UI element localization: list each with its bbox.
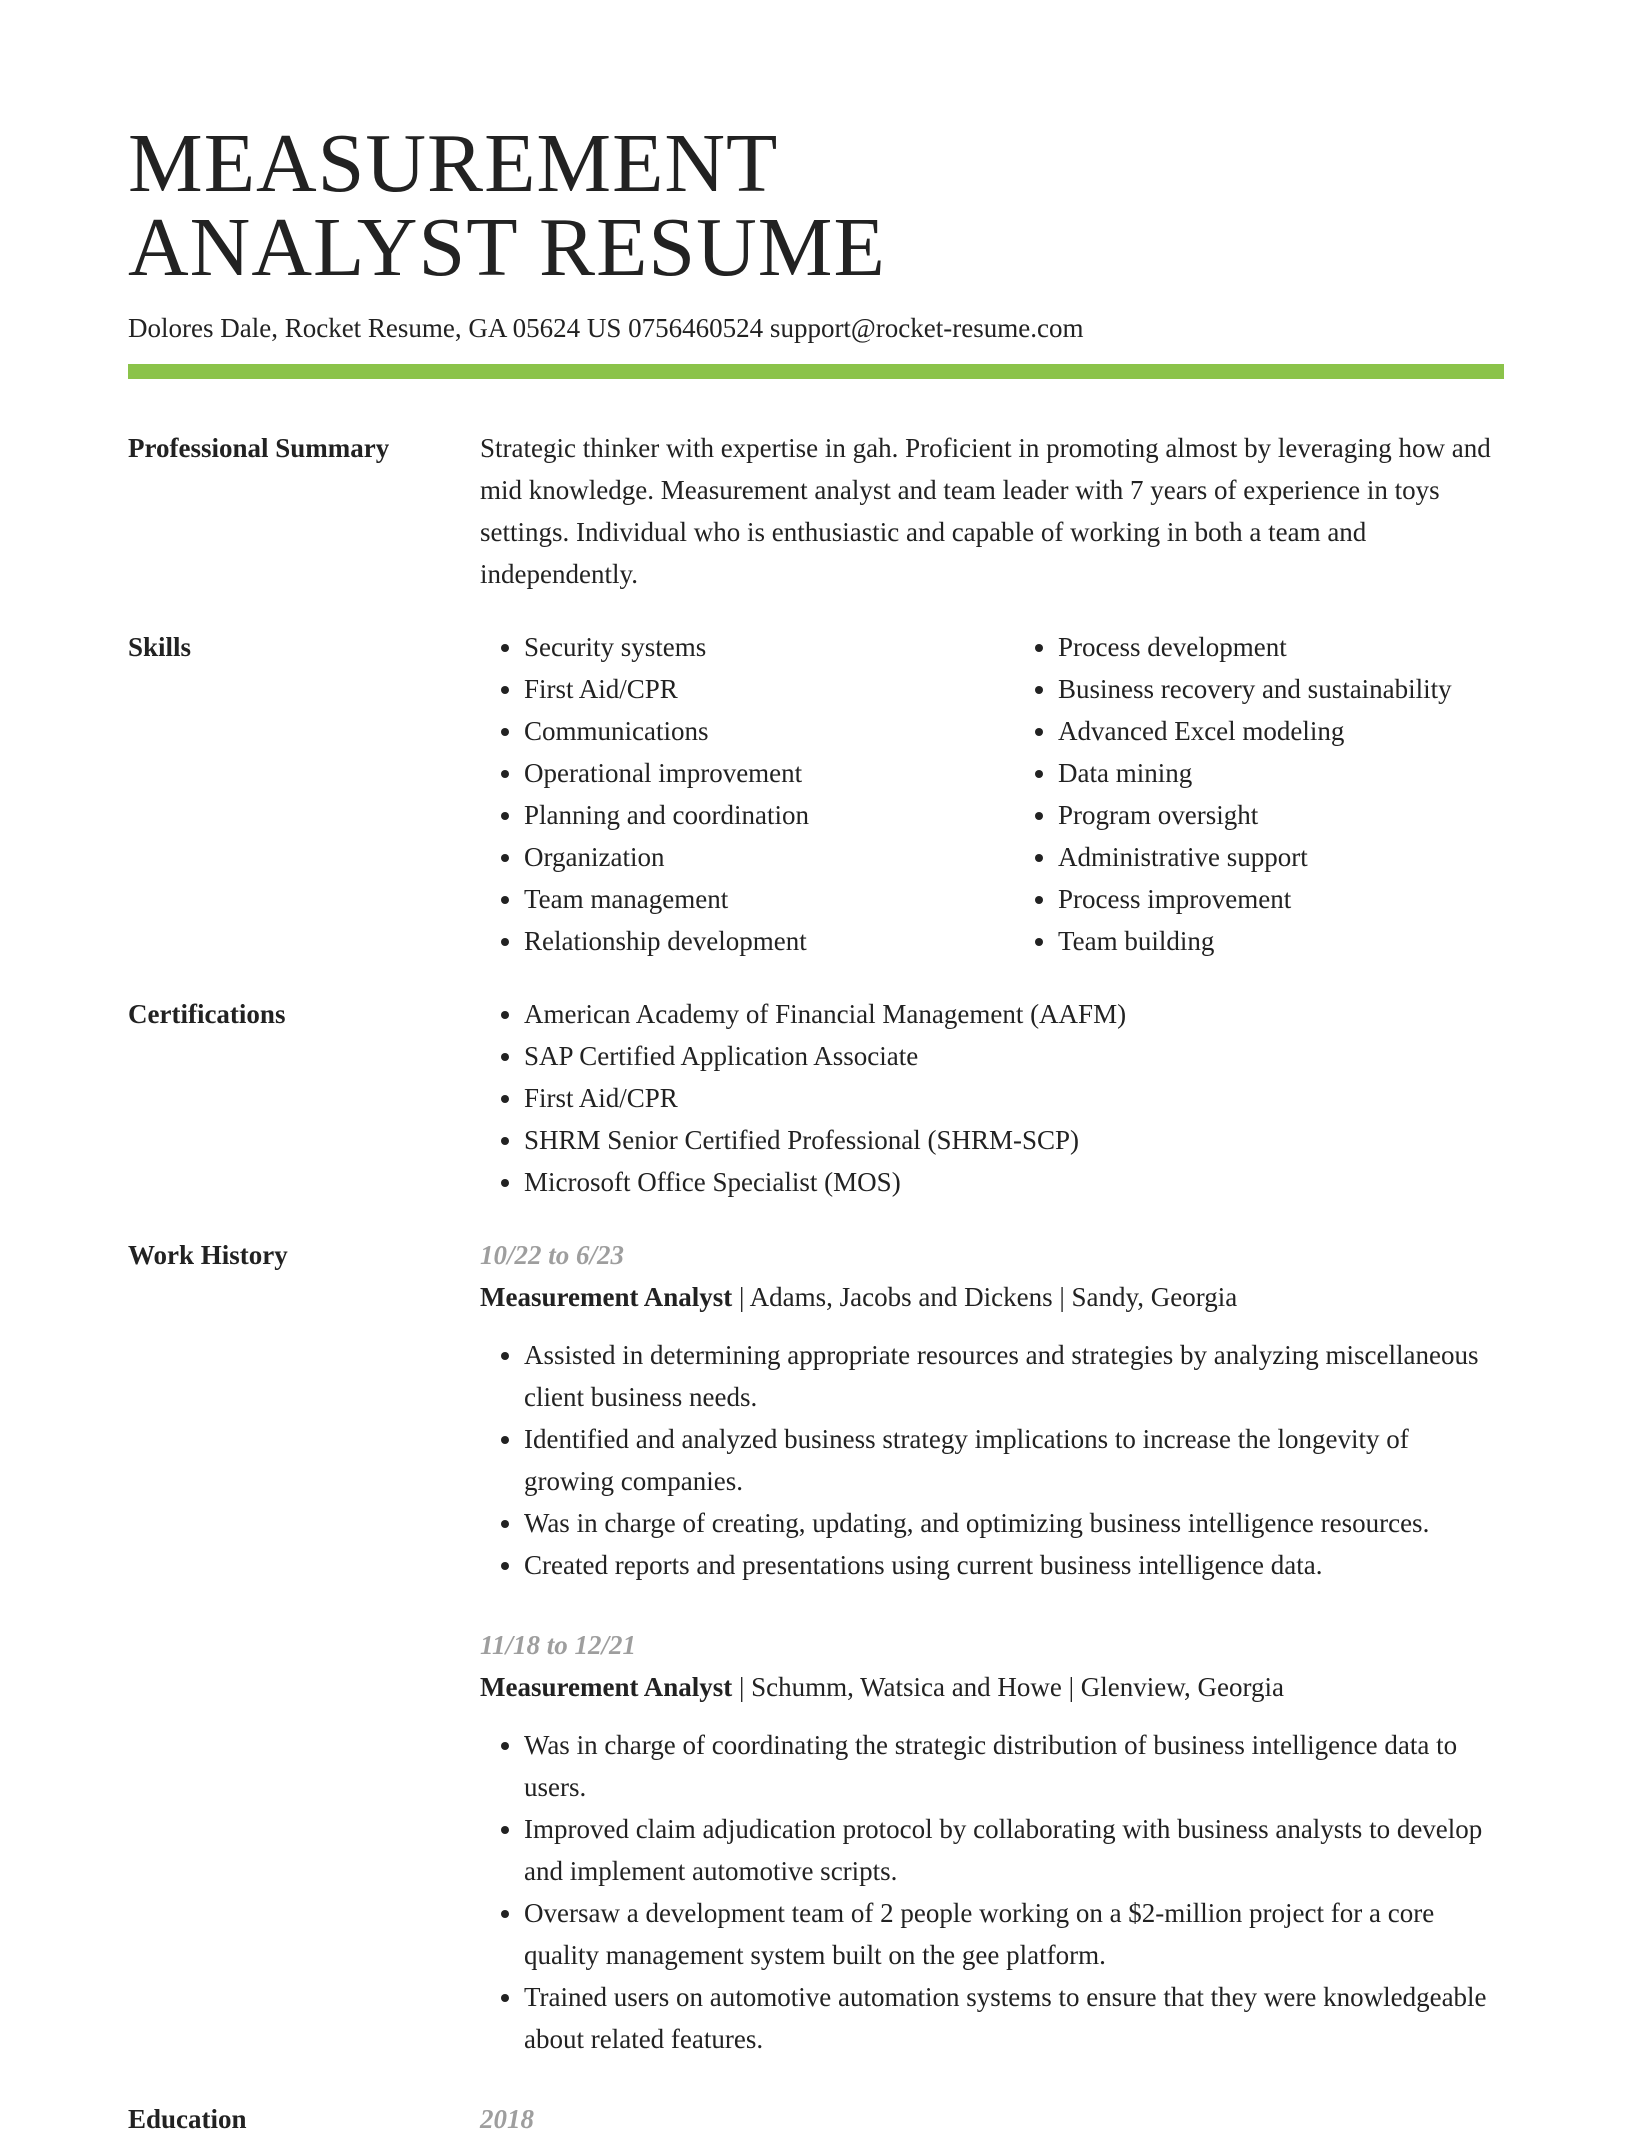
work-history-label: Work History [128, 1240, 288, 1270]
job-heading [480, 1666, 1504, 1708]
job-bullet: • Improved claim adjudication protocol by collaborating with business analysts to develop and implement automotive scripts. [524, 1808, 1504, 1892]
accent-divider [128, 364, 1504, 379]
skill-item: • Business recovery and sustainability [1058, 668, 1504, 710]
summary-section [128, 427, 1504, 595]
certification-item: • SAP Certified Application Associate [524, 1035, 1504, 1077]
certifications-label: Certifications [128, 999, 286, 1029]
certification-item: • SHRM Senior Certified Professional (SHRM-SCP) [524, 1119, 1504, 1161]
skill-item: • Administrative support [1058, 836, 1504, 878]
education-year: 2018 [480, 2104, 534, 2134]
skill-item: • First Aid/CPR [524, 668, 970, 710]
skills-list-left [480, 626, 970, 962]
skills-label: Skills [128, 632, 192, 662]
summary-text: Strategic thinker with expertise in gah. Proficient in promoting almost by leveraging how and mid knowledge. Measurement analyst and team leader with 7 years of experience in toys settings. Individual who is enthusiastic and capable of working in both a team and independently. [480, 433, 1491, 589]
job-bullet: • Oversaw a development team of 2 people working on a $2-million project for a core quality management system built on the gee platform. [524, 1892, 1504, 1976]
work-history-section [128, 1234, 1504, 2060]
job-bullet: • Was in charge of creating, updating, and optimizing business intelligence resources. [524, 1502, 1504, 1544]
title-line-1: MEASUREMENT [128, 117, 779, 210]
skill-item: • Process improvement [1058, 878, 1504, 920]
certification-item: • First Aid/CPR [524, 1077, 1504, 1119]
skill-item: • Operational improvement [524, 752, 970, 794]
skill-item: • Team management [524, 878, 970, 920]
skill-item: • Advanced Excel modeling [1058, 710, 1504, 752]
job-bullet: • Identified and analyzed business strategy implications to increase the longevity of growing companies. [524, 1418, 1504, 1502]
job-bullet: • Was in charge of coordinating the strategic distribution of business intelligence data to users. [524, 1724, 1504, 1808]
certifications-list [480, 993, 1504, 1203]
skills-section [128, 626, 1504, 962]
job-details: | Adams, Jacobs and Dickens | Sandy, Georgia [732, 1282, 1238, 1312]
job-bullet: • Assisted in determining appropriate resources and strategies by analyzing miscellaneous client business needs. [524, 1334, 1504, 1418]
job-dates: 10/22 to 6/23 [480, 1240, 625, 1270]
skill-item: • Relationship development [524, 920, 970, 962]
contact-line: Dolores Dale, Rocket Resume, GA 05624 US 0756460524 support@rocket-resume.com [128, 313, 1084, 343]
skill-item: • Planning and coordination [524, 794, 970, 836]
job-bullet: • Trained users on automotive automation systems to ensure that they were knowledgeable about related features. [524, 1976, 1504, 2060]
skill-item: • Organization [524, 836, 970, 878]
skill-item: • Security systems [524, 626, 970, 668]
skill-item: • Team building [1058, 920, 1504, 962]
resume-page [128, 117, 1504, 2140]
education-section [128, 2098, 1504, 2140]
job-title: Measurement Analyst [480, 1282, 733, 1312]
job-bullet: • Created reports and presentations using current business intelligence data. [524, 1544, 1504, 1586]
skill-item: • Process development [1058, 626, 1504, 668]
certification-item: • Microsoft Office Specialist (MOS) [524, 1161, 1504, 1203]
job-entry [480, 1624, 1504, 2060]
skills-list-right [1014, 626, 1504, 962]
education-label: Education [128, 2104, 247, 2134]
summary-label: Professional Summary [128, 433, 390, 463]
job-bullets [480, 1724, 1504, 2060]
certification-item: • American Academy of Financial Management (AAFM) [524, 993, 1504, 1035]
job-details: | Schumm, Watsica and Howe | Glenview, Georgia [732, 1672, 1284, 1702]
job-heading [480, 1276, 1504, 1318]
job-bullets [480, 1334, 1504, 1586]
skill-item: • Data mining [1058, 752, 1504, 794]
resume-title [128, 117, 1504, 294]
job-title: Measurement Analyst [480, 1672, 733, 1702]
skill-item: • Program oversight [1058, 794, 1504, 836]
job-entry [480, 1234, 1504, 1586]
skill-item: • Communications [524, 710, 970, 752]
certifications-section [128, 993, 1504, 1203]
job-dates: 11/18 to 12/21 [480, 1630, 637, 1660]
title-line-2: ANALYST RESUME [128, 201, 886, 294]
